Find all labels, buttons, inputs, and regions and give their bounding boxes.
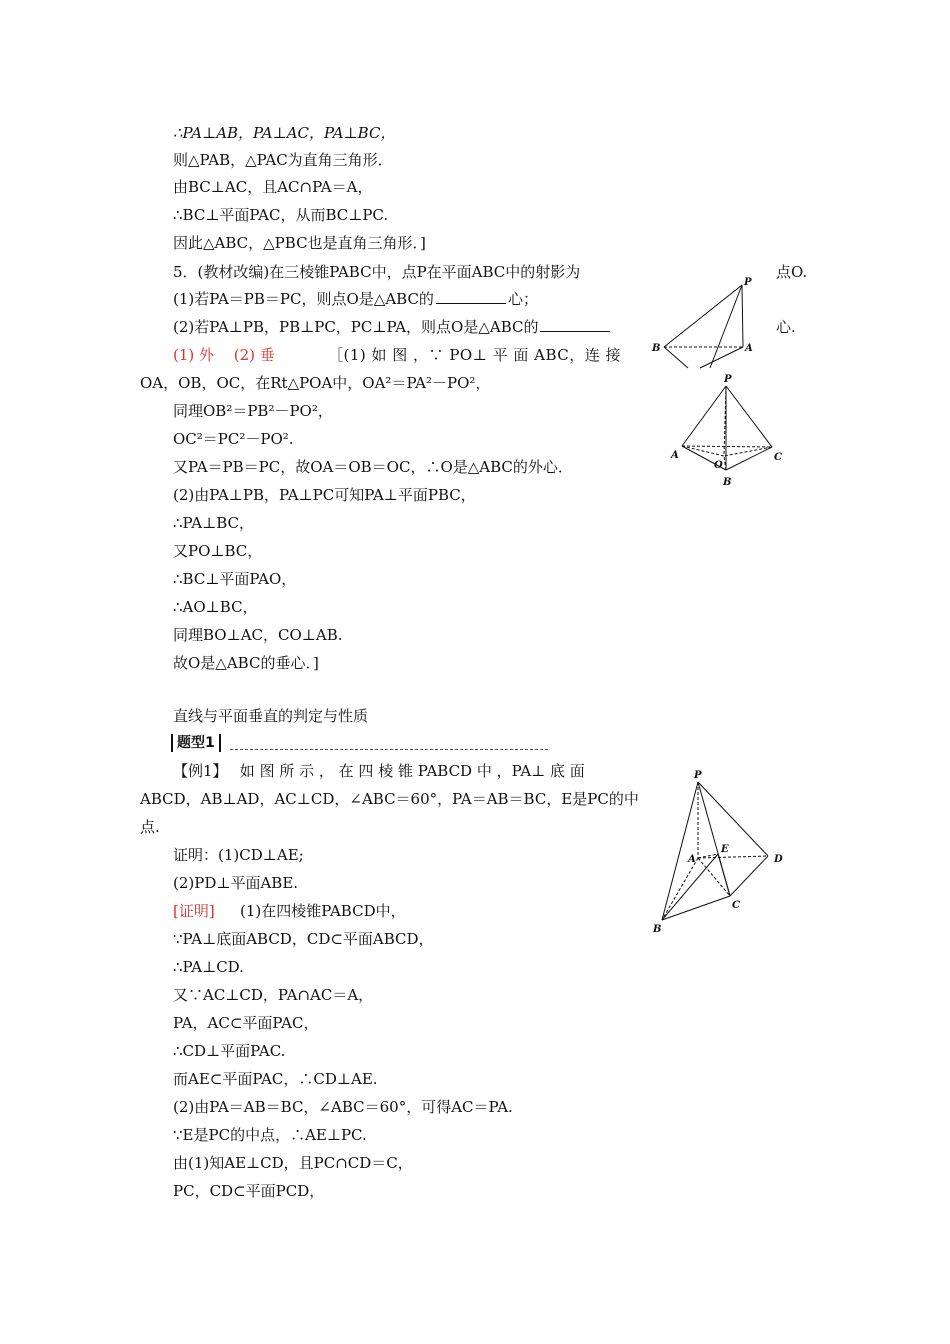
solution-line: ∴PA⊥BC， <box>173 514 254 532</box>
text-line: 由BC⊥AC，且AC∩PA＝A， <box>173 178 373 196</box>
question-5-part2 <box>173 317 612 337</box>
question-5-part2-end: 心. <box>776 318 796 336</box>
proof-line: (1)在四棱锥PABCD中， <box>240 902 406 920</box>
part1-text: (1)若PA＝PB＝PC，则点O是△ABC的 <box>173 290 434 308</box>
answer-blank <box>436 289 506 304</box>
solution-line: ∴BC⊥平面PAO， <box>173 570 297 588</box>
label-c: C <box>774 452 782 463</box>
text-line: 则△PAB，△PAC为直角三角形． <box>173 151 393 169</box>
text-line: 因此△ABC，△PBC也是直角三角形．] <box>173 234 426 252</box>
solution-line: 同理BO⊥AC，CO⊥AB. <box>173 626 343 644</box>
proof-line: ∵E是PC的中点，∴AE⊥PC. <box>173 1126 367 1144</box>
text-line: ∴BC⊥平面PAC，从而BC⊥PC. <box>173 206 389 224</box>
solution-line: OA，OB，OC，在Rt△POA中，OA²＝PA²－PO²， <box>140 374 491 392</box>
question-5-tail: 点O. <box>776 263 808 281</box>
solution-line: 又PA＝PB＝PC，故OA＝OB＝OC，∴O是△ABC的外心． <box>173 458 573 476</box>
proof-line: (2)PD⊥平面ABE. <box>173 874 299 892</box>
label-p: P <box>694 770 702 781</box>
example-line: ABCD，AB⊥AD，AC⊥CD，∠ABC＝60°，PA＝AB＝BC，E是PC的中 <box>140 790 639 808</box>
proof-line: ∴CD⊥平面PAC. <box>173 1042 286 1060</box>
part2-text: (2)若PA⊥PB，PB⊥PC，PC⊥PA，则点O是△ABC的 <box>173 318 539 336</box>
proof-line: (2)由PA＝AB＝BC，∠ABC＝60°，可得AC＝PA. <box>173 1098 513 1116</box>
label-a: A <box>671 450 679 461</box>
solution-line: OC²＝PC²－PO². <box>173 430 294 448</box>
section-heading: 直线与平面垂直的判定与性质 <box>173 707 369 725</box>
dashed-rule <box>230 749 548 750</box>
label-a: A <box>745 343 753 354</box>
figure-tetrahedron-1 <box>650 275 760 370</box>
proof-line: ∵PA⊥底面ABCD，CD⊂平面ABCD， <box>173 930 434 948</box>
solution-line: 又PO⊥BC， <box>173 542 263 560</box>
question-5-part1 <box>173 289 538 309</box>
label-e: E <box>721 844 729 855</box>
label-p: P <box>724 374 732 385</box>
solution-line: 同理OB²＝PB²－PO²， <box>173 402 333 420</box>
proof-line: 而AE⊂平面PAC，∴CD⊥AE. <box>173 1070 378 1088</box>
text-line: ∴PA⊥AB，PA⊥AC，PA⊥BC， <box>173 124 396 142</box>
solution-line: 故O是△ABC的垂心．] <box>173 654 319 672</box>
label-b: B <box>723 477 732 488</box>
label-c: C <box>732 900 740 911</box>
answer-blank <box>540 317 610 332</box>
proof-label: [证明] <box>173 902 215 920</box>
question-5: 5．(教材改编)在三棱锥PABC中，点P在平面ABC中的射影为 <box>173 263 581 281</box>
label-p: P <box>744 277 752 288</box>
proof-line: 又∵AC⊥CD，PA∩AC＝A， <box>173 986 374 1004</box>
figure-tetrahedron-2 <box>668 370 788 492</box>
label-o: O <box>714 460 723 471</box>
proof-line: PA，AC⊂平面PAC， <box>173 1014 319 1032</box>
solution-line: (2)由PA⊥PB，PA⊥PC可知PA⊥平面PBC， <box>173 486 476 504</box>
figure-pyramid-pabcd <box>648 768 788 936</box>
solution-line: ［(1) 如 图 ，∵ PO⊥ 平 面 ABC，连 接 <box>328 346 622 364</box>
solution-line: ∴AO⊥BC， <box>173 598 258 616</box>
proof-line: PC，CD⊂平面PCD， <box>173 1182 325 1200</box>
example-line: 点. <box>140 818 160 836</box>
label-d: D <box>774 854 783 865</box>
example-1: 【例1】 如 图 所 示 ， 在 四 棱 锥 PABCD 中 ，PA⊥ 底 面 <box>173 762 585 780</box>
proof-line: 由(1)知AE⊥CD，且PC∩CD＝C， <box>173 1154 413 1172</box>
label-b: B <box>653 924 662 935</box>
type-badge: 题型1 <box>171 734 221 752</box>
label-a: A <box>688 854 696 865</box>
proof-line: 证明：(1)CD⊥AE; <box>173 846 304 864</box>
proof-line: ∴PA⊥CD. <box>173 958 244 976</box>
label-b: B <box>652 343 661 354</box>
part1-end: 心； <box>507 290 538 308</box>
answer-red: (1) 外 (2) 垂 <box>173 346 275 364</box>
